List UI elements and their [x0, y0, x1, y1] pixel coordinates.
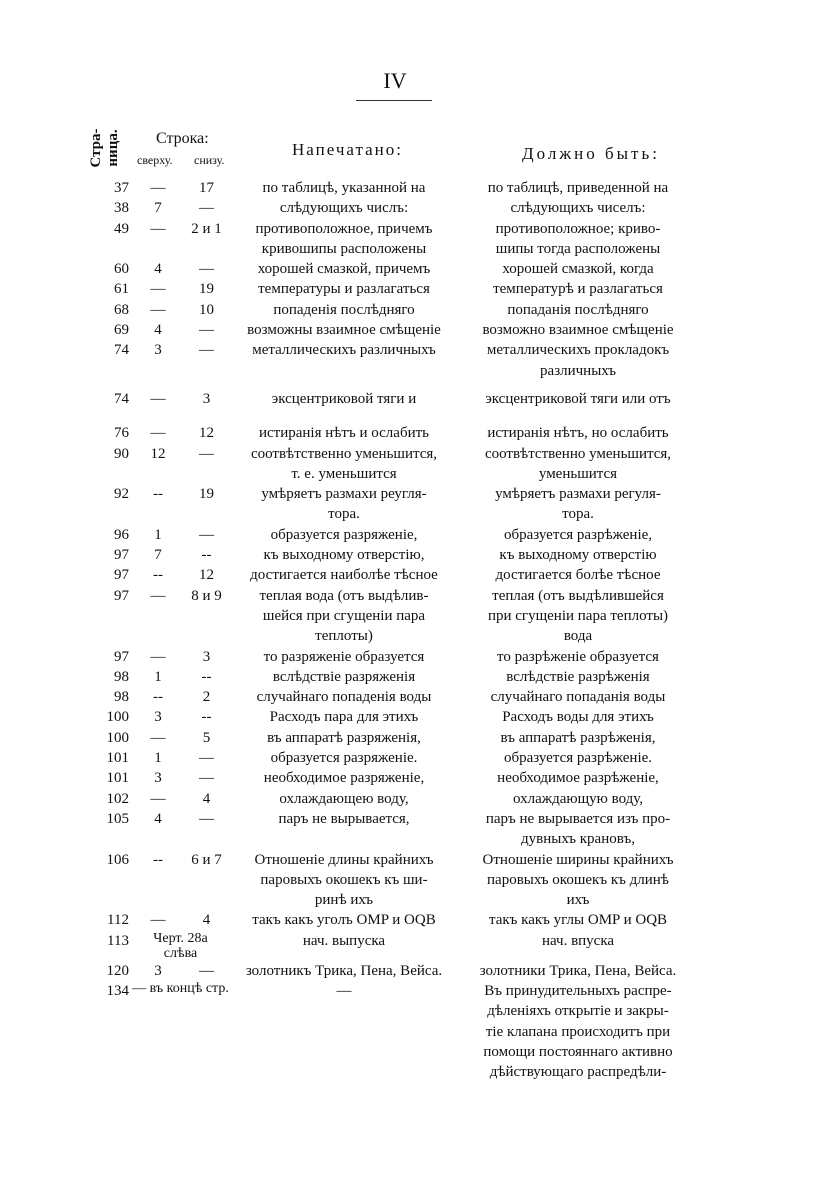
- row-line-from-bottom: —: [199, 322, 214, 339]
- row-line-from-top: Черт. 28а слѣва: [153, 930, 208, 961]
- row-line-from-top: —: [150, 912, 166, 929]
- row-line-from-top: —: [150, 180, 166, 196]
- row-corrected-text: эксцентриковой тяги или отъ: [485, 390, 671, 407]
- row-corrected-text: температурѣ и разлагаться: [493, 281, 663, 298]
- row-printed-text: нач. выпуска: [302, 932, 386, 949]
- row-line-from-top: 3: [154, 770, 162, 787]
- row-corrected-text: въ аппаратѣ разрѣженія,: [500, 729, 656, 746]
- row-corrected-text: случайнаго попаданія воды: [490, 689, 666, 706]
- row-line-from-top: —: [150, 729, 166, 746]
- row-corrected-text: Отношеніе ширины крайнихъ паровыхъ окошекъ къ длинѣ ихъ: [482, 851, 674, 909]
- table-row: [0, 320, 840, 340]
- row-line-from-bottom: --: [201, 547, 212, 564]
- row-corrected-text: противоположное; криво- шипы тогда расположены: [495, 220, 661, 257]
- row-printed-text: охлаждающею воду,: [279, 790, 409, 807]
- row-printed-text: истиранія нѣтъ и ослабить: [258, 425, 429, 442]
- column-header-page: Стра- ница.: [88, 128, 121, 168]
- row-corrected-text: теплая (отъ выдѣлившейся при сгущеніи пара теплоты) вода: [487, 587, 669, 645]
- errata-table: [0, 178, 840, 1082]
- table-row: [0, 707, 840, 727]
- table-row: [0, 219, 840, 260]
- row-printed-text: умѣряетъ размахи реугля- тора.: [261, 486, 427, 523]
- row-corrected-text: къ выходному отверстію: [499, 547, 657, 564]
- row-printed-text: по таблицѣ, указанной на: [262, 180, 426, 196]
- row-corrected-text: такъ какъ углы OMP и OQB: [488, 912, 668, 929]
- row-line-from-bottom: --: [201, 668, 212, 685]
- row-line-from-top: 12: [150, 445, 166, 462]
- row-corrected-text: то разрѣженіе образуется: [497, 648, 659, 665]
- row-printed-text: образуется разряженіе,: [270, 526, 418, 543]
- table-row: [0, 545, 840, 565]
- row-line-from-bottom: 2: [202, 689, 211, 706]
- row-line-from-bottom: 19: [199, 281, 214, 298]
- table-row: [0, 586, 840, 647]
- row-line-from-top: 4: [154, 322, 162, 339]
- row-corrected-text: соотвѣтственно уменьшится, уменьшится: [484, 445, 672, 482]
- row-corrected-text: паръ не вырывается изъ про- дувныхъ крановъ,: [485, 810, 671, 848]
- row-line-from-top: 1: [154, 668, 162, 685]
- row-line-from-top: --: [153, 689, 163, 706]
- row-line-from-bottom: —: [199, 810, 214, 827]
- table-row: [0, 423, 840, 443]
- row-line-from-top: --: [153, 486, 163, 503]
- page-number: IV: [383, 68, 407, 93]
- row-page: 98: [114, 689, 129, 706]
- row-page: 134: [106, 982, 129, 999]
- table-row: [0, 768, 840, 788]
- row-corrected-text: золотники Трика, Пена, Вейса.: [479, 962, 677, 979]
- table-row: [0, 789, 840, 809]
- row-corrected-text: хорошей смазкой, когда: [502, 261, 654, 278]
- column-header-should-be: Должно быть:: [522, 144, 660, 163]
- row-line-from-top: --: [153, 567, 163, 584]
- row-printed-text: эксцентриковой тяги и: [271, 390, 417, 407]
- row-printed-text: необходимое разряженіе,: [263, 770, 425, 787]
- row-corrected-text: образуется разрѣженіе,: [503, 526, 653, 543]
- row-printed-text: вслѣдствіе разряженія: [272, 668, 416, 685]
- row-line-from-bottom: --: [201, 709, 212, 726]
- row-printed-text: теплая вода (отъ выдѣлив- шейся при сгущеніи пара теплоты): [259, 587, 429, 645]
- row-line-from-top: 7: [154, 200, 162, 217]
- row-line-from-top: —: [150, 281, 166, 298]
- row-page: 97: [114, 567, 129, 584]
- row-printed-text: попаденія послѣдняго: [273, 301, 415, 318]
- row-printed-text: паръ не вырывается,: [278, 810, 410, 827]
- row-page: 68: [114, 301, 129, 318]
- table-row: [0, 484, 840, 525]
- row-line-from-top: 7: [154, 547, 162, 564]
- row-page: 96: [114, 526, 129, 543]
- row-printed-text: такъ какъ уголъ OMP и OQB: [252, 912, 436, 929]
- row-page: 69: [114, 322, 129, 339]
- row-corrected-text: нач. впуска: [541, 932, 615, 949]
- row-line-from-top: —: [150, 220, 166, 237]
- row-page: 97: [114, 547, 129, 564]
- table-row: [0, 850, 840, 911]
- table-row: [0, 647, 840, 667]
- row-printed-text: золотникъ Трика, Пена, Вейса.: [245, 962, 443, 979]
- row-corrected-text: Расходъ воды для этихъ: [502, 709, 654, 726]
- row-page: 74: [114, 342, 129, 359]
- row-printed-text: достигается наиболѣе тѣсное: [250, 567, 438, 584]
- column-header-line: Строка:: [156, 130, 209, 147]
- row-corrected-text: умѣряетъ размахи регуля- тора.: [495, 486, 661, 523]
- row-page: 100: [106, 709, 129, 726]
- row-line-from-top: —: [150, 425, 166, 442]
- row-line-from-top: — въ концѣ стр.: [132, 980, 229, 996]
- row-line-from-bottom: 3: [202, 648, 211, 665]
- column-header-from-bottom: снизу.: [194, 153, 225, 167]
- row-page: 37: [114, 180, 129, 196]
- row-corrected-text: попаданія послѣдняго: [507, 301, 649, 318]
- row-page: 100: [106, 729, 129, 746]
- row-corrected-text: достигается болѣе тѣсное: [495, 567, 661, 584]
- row-page: 92: [114, 486, 129, 503]
- table-row: [0, 667, 840, 687]
- row-line-from-bottom: —: [199, 962, 214, 979]
- row-page: 101: [106, 770, 129, 787]
- table-row: [0, 931, 840, 961]
- row-page: 76: [114, 425, 129, 442]
- column-header-from-top: сверху.: [137, 153, 173, 167]
- row-printed-text: слѣдующихъ числъ:: [279, 200, 409, 217]
- row-corrected-text: Въ принудительныхъ распре- дѣленіяхъ открытіе и закры- тіе клапана происходитъ при помощи постояннаго активно дѣйствующаго распредѣли-: [483, 982, 673, 1081]
- row-corrected-text: слѣдующихъ чиселъ:: [510, 200, 646, 217]
- row-corrected-text: истиранія нѣтъ, но ослабить: [487, 425, 669, 442]
- row-line-from-top: 3: [154, 342, 162, 359]
- row-corrected-text: охлаждающую воду,: [512, 790, 644, 807]
- row-line-from-bottom: 4: [202, 790, 211, 807]
- row-printed-text: то разряженіе образуется: [263, 648, 425, 665]
- table-row: [0, 300, 840, 320]
- row-corrected-text: по таблицѣ, приведенной на: [487, 180, 669, 196]
- row-line-from-bottom: —: [199, 445, 214, 462]
- row-line-from-top: 4: [154, 810, 162, 827]
- row-line-from-bottom: 12: [199, 425, 214, 442]
- row-page: 38: [114, 200, 129, 217]
- row-page: 101: [106, 750, 129, 767]
- row-line-from-bottom: 3: [202, 390, 211, 407]
- row-printed-text: въ аппаратѣ разряженія,: [267, 729, 421, 746]
- row-page: 90: [114, 445, 129, 462]
- row-page: 113: [107, 932, 129, 949]
- table-row: [0, 525, 840, 545]
- row-printed-text: случайнаго попаденія воды: [256, 689, 432, 706]
- row-line-from-top: 3: [154, 962, 162, 979]
- table-row: [0, 389, 840, 409]
- row-line-from-bottom: —: [199, 200, 214, 217]
- table-row: [0, 198, 840, 218]
- row-line-from-top: 1: [154, 750, 162, 767]
- row-printed-text: образуется разряженіе.: [270, 750, 418, 767]
- row-corrected-text: образуется разрѣженіе.: [503, 750, 653, 767]
- table-row: [0, 961, 840, 981]
- row-page: 61: [114, 281, 129, 298]
- row-line-from-top: 3: [154, 709, 162, 726]
- row-page: 74: [114, 390, 129, 407]
- table-row: [0, 728, 840, 748]
- row-line-from-bottom: 17: [199, 180, 214, 196]
- row-page: 97: [114, 587, 129, 604]
- table-row: [0, 444, 840, 485]
- row-line-from-bottom: 4: [202, 912, 211, 929]
- row-line-from-top: —: [150, 790, 166, 807]
- row-printed-text: соотвѣтственно уменьшится, т. е. уменьшится: [250, 445, 438, 482]
- table-row: [0, 259, 840, 279]
- row-printed-text: Расходъ пара для этихъ: [269, 709, 419, 726]
- row-line-from-top: --: [153, 851, 163, 868]
- row-line-from-bottom: —: [199, 526, 214, 543]
- table-row: [0, 178, 840, 198]
- row-line-from-top: —: [150, 301, 166, 318]
- table-row: [0, 748, 840, 768]
- row-printed-text: Отношеніе длины крайнихъ паровыхъ окошекъ къ ши- ринѣ ихъ: [254, 851, 434, 909]
- row-line-from-bottom: 19: [199, 486, 214, 503]
- table-row: [0, 687, 840, 707]
- row-page: 105: [106, 810, 129, 827]
- row-line-from-top: —: [150, 587, 166, 604]
- row-line-from-bottom: —: [199, 342, 214, 359]
- row-line-from-bottom: 8 и 9: [191, 587, 222, 604]
- row-page: 49: [114, 220, 129, 237]
- row-line-from-top: 4: [154, 261, 162, 278]
- row-printed-text: противоположное, причемъ кривошипы расположены: [255, 220, 433, 257]
- row-printed-text: возможны взаимное смѣщеніе: [247, 322, 441, 339]
- row-page: 120: [106, 962, 129, 979]
- row-page: 102: [106, 790, 129, 807]
- row-line-from-top: —: [150, 390, 166, 407]
- row-corrected-text: необходимое разрѣженіе,: [497, 770, 659, 787]
- row-corrected-text: металлическихъ прокладокъ различныхъ: [486, 342, 670, 379]
- row-line-from-bottom: —: [199, 770, 214, 787]
- row-printed-text: металлическихъ различныхъ: [252, 342, 436, 359]
- row-printed-text: хорошей смазкой, причемъ: [257, 261, 431, 278]
- column-header-printed: Напечатано:: [292, 140, 403, 159]
- row-line-from-bottom: 5: [202, 729, 211, 746]
- row-printed-text: температуры и разлагаться: [258, 281, 430, 298]
- row-line-from-bottom: —: [199, 750, 214, 767]
- row-page: 106: [106, 851, 129, 868]
- page-number-rule: [356, 100, 432, 101]
- table-row: [0, 910, 840, 930]
- row-page: 97: [114, 648, 129, 665]
- row-line-from-bottom: 6 и 7: [191, 851, 222, 868]
- row-page: 60: [114, 261, 129, 278]
- row-line-from-bottom: 2 и 1: [191, 220, 222, 237]
- row-corrected-text: возможно взаимное смѣщеніе: [482, 322, 674, 339]
- row-line-from-bottom: 10: [199, 301, 214, 318]
- row-line-from-top: —: [150, 648, 166, 665]
- table-row: [0, 981, 840, 1082]
- row-printed-text: —: [336, 982, 352, 999]
- table-row: [0, 340, 840, 381]
- row-line-from-bottom: —: [199, 261, 214, 278]
- row-printed-text: къ выходному отверстію,: [263, 547, 425, 564]
- row-page: 98: [114, 668, 129, 685]
- row-page: 112: [107, 912, 129, 929]
- table-row: [0, 565, 840, 585]
- row-corrected-text: вслѣдствіе разрѣженія: [506, 668, 650, 685]
- table-row: [0, 809, 840, 850]
- table-row: [0, 279, 840, 299]
- row-line-from-top: 1: [154, 526, 162, 543]
- row-line-from-bottom: 12: [199, 567, 214, 584]
